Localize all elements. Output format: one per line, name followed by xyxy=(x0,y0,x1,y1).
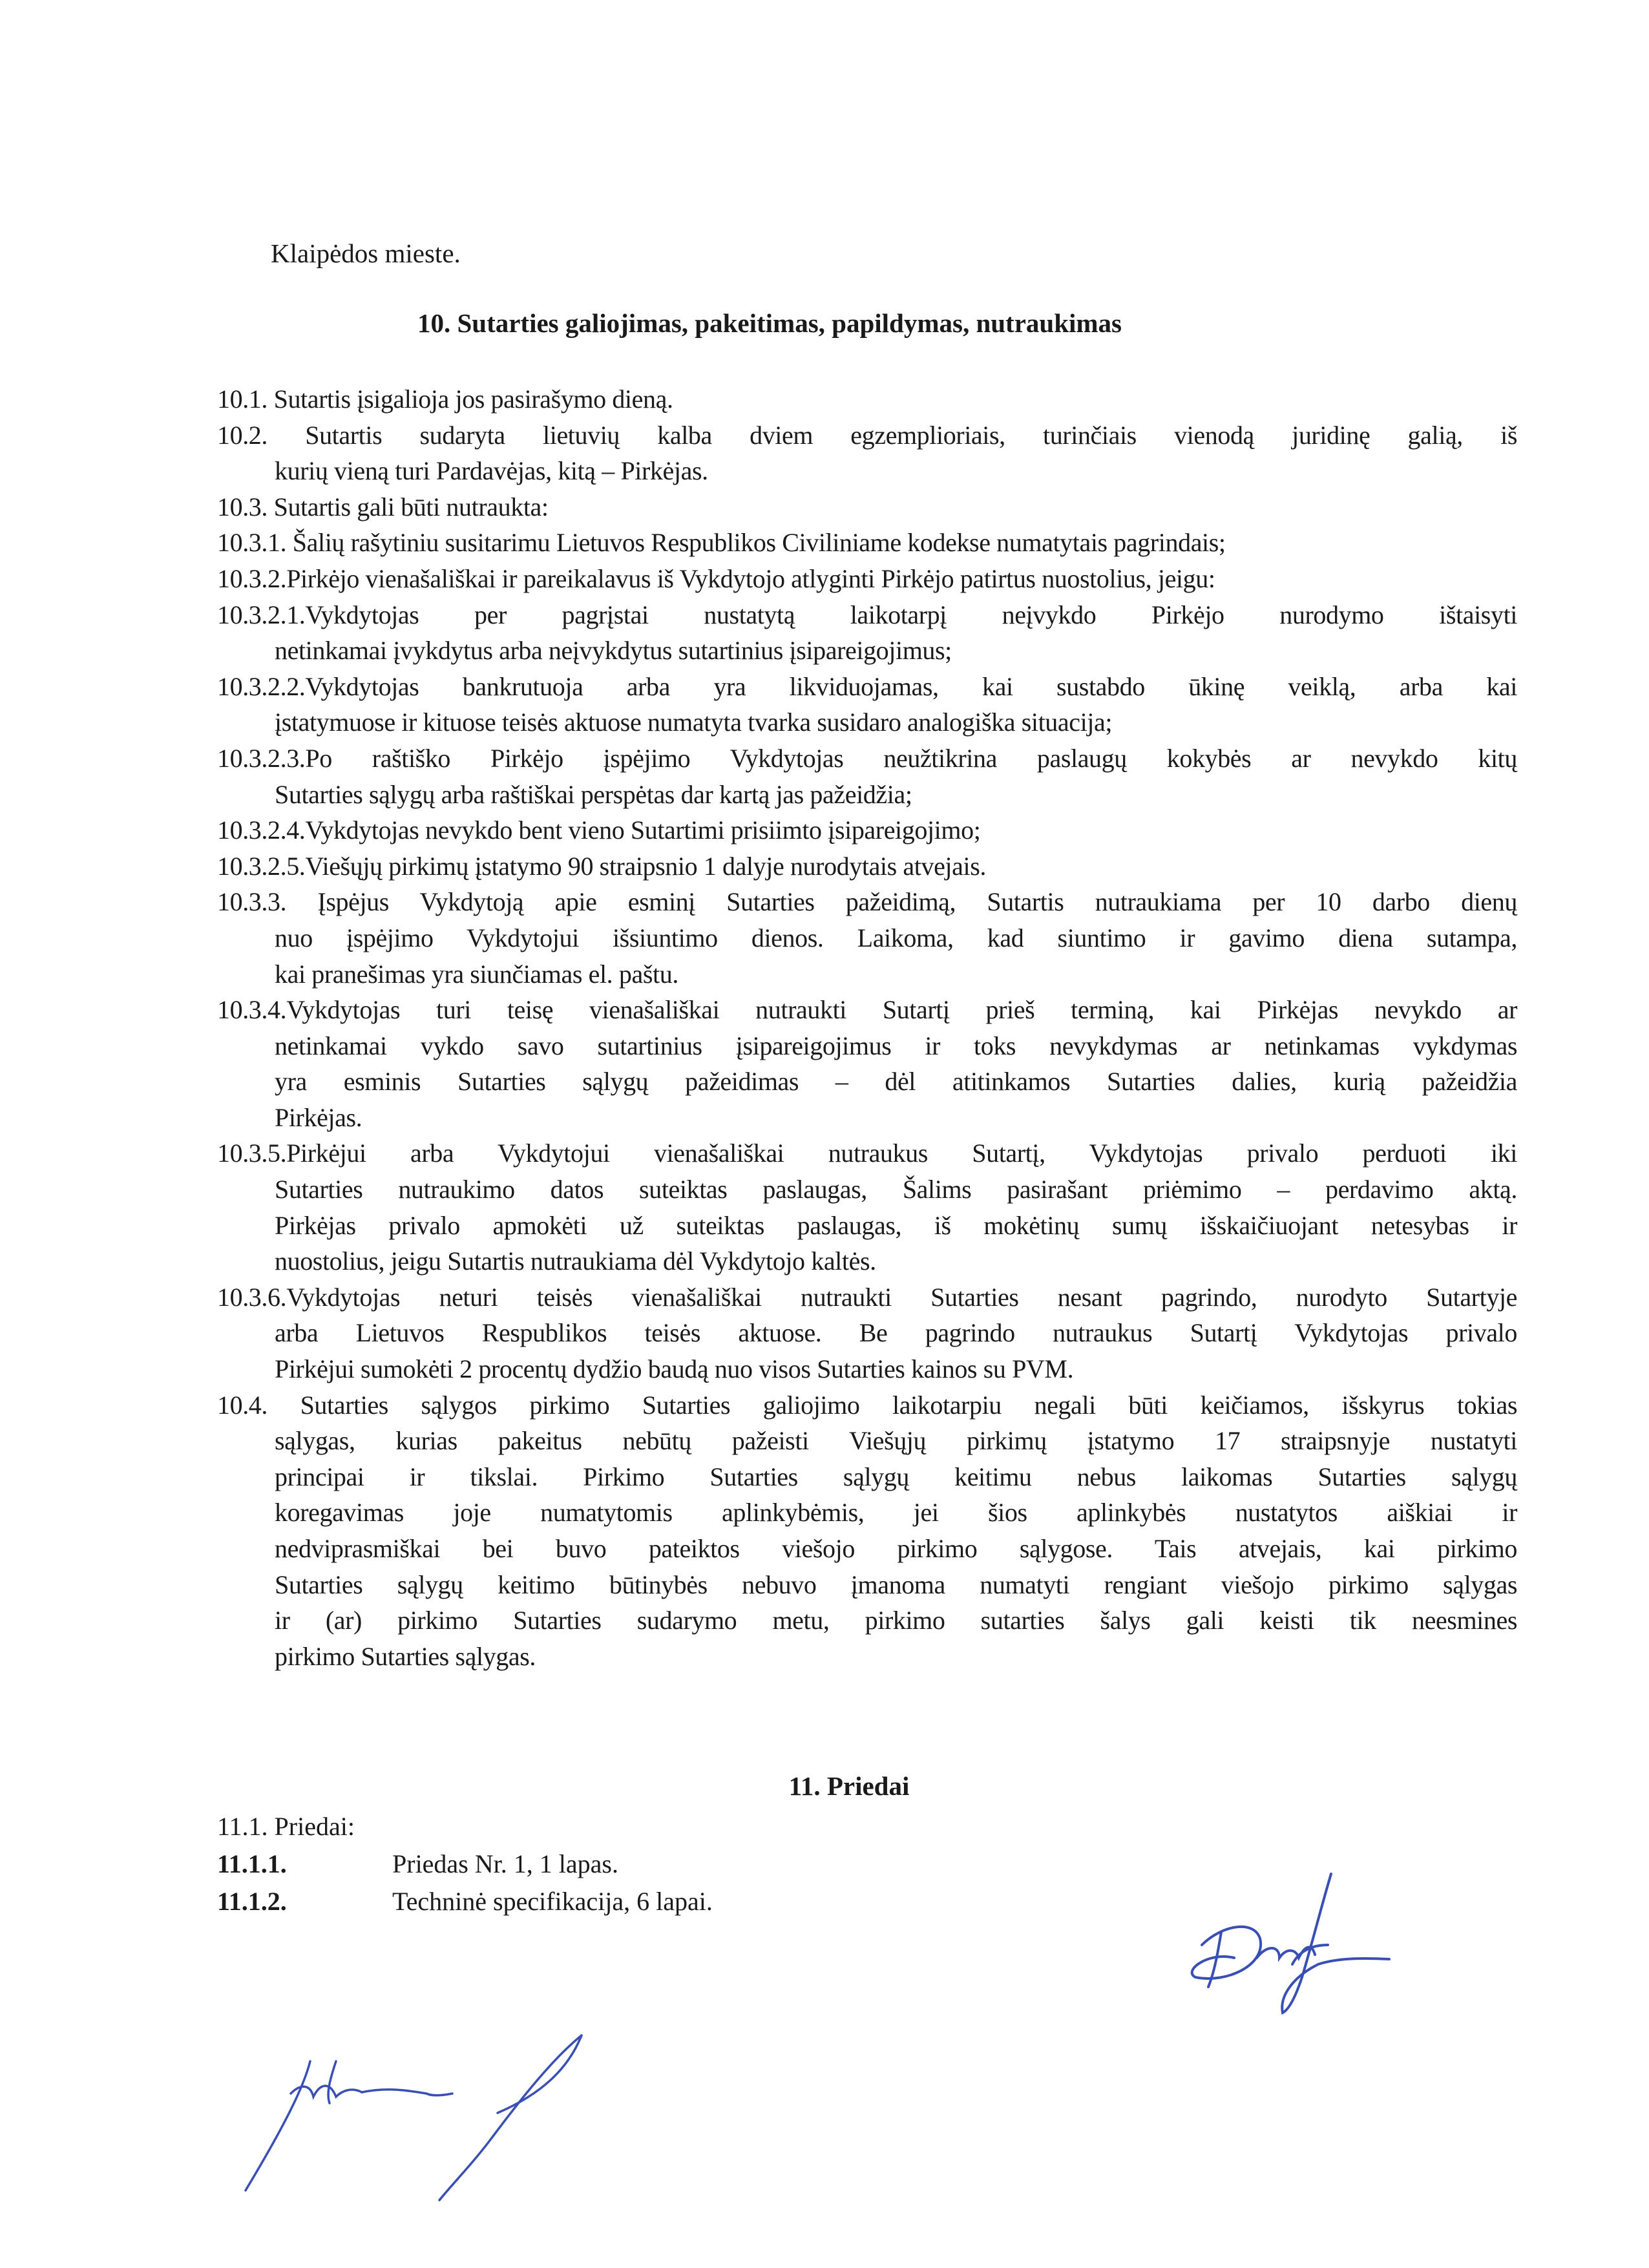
clause-line: Sutarties sąlygų keitimo būtinybės nebuvo įmanoma numatyti rengiant viešojo pirkimo sąlygas xyxy=(275,1570,1517,1599)
clause-line: 10.1. Sutartis įsigalioja jos pasirašymo dieną. xyxy=(217,384,673,414)
clause-line: 10.3.1. Šalių rašytiniu susitarimu Lietuvos Respublikos Civiliniame kodekse numatytais pagrindais; xyxy=(217,528,1226,558)
clause-line: nedviprasmiškai bei buvo pateiktos viešojo pirkimo sąlygose. Tais atvejais, kai pirkimo xyxy=(275,1534,1517,1563)
annex-number: 11.1.2. xyxy=(217,1887,287,1916)
clause-line: Pirkėjas privalo apmokėti už suteiktas paslaugas, iš mokėtinų sumų išskaičiuojant netesybas ir xyxy=(275,1210,1517,1240)
clause-line: pirkimo Sutarties sąlygas. xyxy=(275,1641,536,1671)
clause xyxy=(217,992,1517,1135)
clause xyxy=(217,1135,1517,1279)
clause-line: Pirkėjas. xyxy=(275,1102,362,1132)
clause xyxy=(217,381,1517,417)
signature-right xyxy=(1182,1867,1396,2022)
annex-text: Techninė specifikacija, 6 lapai. xyxy=(392,1887,713,1916)
clause-line: 10.3.5.Pirkėjui arba Vykdytojui vienašališkai nutraukus Sutartį, Vykdytojas privalo perduoti iki xyxy=(217,1139,1517,1168)
clause xyxy=(217,884,1517,992)
clause-line: 10.3.4.Vykdytojas turi teisę vienašališkai nutraukti Sutartį prieš terminą, kai Pirkėjas nevykdo ar xyxy=(217,995,1517,1025)
clause-line: kai pranešimas yra siunčiamas el. paštu. xyxy=(275,959,678,989)
clause-line: koregavimas joje numatytomis aplinkybėmis, jei šios aplinkybės nustatytos aiškiai ir xyxy=(275,1498,1517,1528)
clause-line: netinkamai vykdo savo sutartinius įsipareigojimus ir toks nevykdymas ar netinkamas vykdymas xyxy=(275,1031,1517,1060)
city-line: Klaipėdos mieste. xyxy=(271,238,461,268)
clause xyxy=(217,489,1517,525)
annex-text: Priedas Nr. 1, 1 lapas. xyxy=(392,1849,618,1878)
annex-list xyxy=(217,1808,713,1920)
clause-line: ir (ar) pirkimo Sutarties sudarymo metu, pirkimo sutarties šalys gali keisti tik neesmines xyxy=(275,1606,1517,1635)
section-11-heading: 11. Priedai xyxy=(788,1771,910,1801)
clause xyxy=(217,812,1517,848)
clause-line: 10.3.3. Įspėjus Vykdytoją apie esminį Sutarties pažeidimą, Sutartis nutraukiama per 10 darbo dienų xyxy=(217,887,1517,917)
clause-line: sąlygas, kurias pakeitus nebūtų pažeisti Viešųjų pirkimų įstatymo 17 straipsnyje nustatyti xyxy=(275,1426,1517,1456)
clause xyxy=(217,525,1517,561)
clause-line: 10.2. Sutartis sudaryta lietuvių kalba dviem egzemplioriais, turinčiais vienodą juridinę galią, iš xyxy=(217,420,1517,450)
clause xyxy=(217,417,1517,489)
clause-line: kurių vieną turi Pardavėjas, kitą – Pirkėjas. xyxy=(275,456,708,486)
clause-line: netinkamai įvykdytus arba neįvykdytus sutartinius įsipareigojimus; xyxy=(275,636,952,666)
clause-line: 10.4. Sutarties sąlygos pirkimo Sutarties galiojimo laikotarpiu negali būti keičiamos, išskyrus tokias xyxy=(217,1390,1517,1420)
clause-line: 10.3.2.Pirkėjo vienašališkai ir pareikalavus iš Vykdytojo atlyginti Pirkėjo patirtus nuostolius, jeigu: xyxy=(217,563,1215,593)
annex-item xyxy=(217,1883,713,1920)
clause-line: 10.3.2.4.Vykdytojas nevykdo bent vieno Sutartimi prisiimto įsipareigojimo; xyxy=(217,815,981,845)
clause xyxy=(217,669,1517,740)
clause-line: 10.3.2.5.Viešųjų pirkimų įstatymo 90 straipsnio 1 dalyje nurodytais atvejais. xyxy=(217,851,986,881)
clause-line: nuostolius, jeigu Sutartis nutraukiama dėl Vykdytojo kaltės. xyxy=(275,1246,876,1276)
clause-line: arba Lietuvos Respublikos teisės aktuose. Be pagrindo nutraukus Sutartį Vykdytojas privalo xyxy=(275,1318,1517,1348)
clause-line: 10.3.2.2.Vykdytojas bankrutuoja arba yra likviduojamas, kai sustabdo ūkinę veiklą, arba kai xyxy=(217,671,1517,701)
clause-line: principai ir tikslai. Pirkimo Sutarties sąlygų keitimu nebus laikomas Sutarties sąlygų xyxy=(275,1462,1517,1491)
section-10-heading: 10. Sutarties galiojimas, pakeitimas, papildymas, nutraukimas xyxy=(417,308,1122,338)
signature-left xyxy=(239,2022,601,2203)
section-10-body xyxy=(217,381,1517,1674)
annex-number: 11.1.1. xyxy=(217,1849,287,1878)
annex-item xyxy=(217,1845,713,1883)
clause xyxy=(217,1279,1517,1387)
annex-intro: 11.1. Priedai: xyxy=(217,1812,355,1841)
clause-line: Sutarties nutraukimo datos suteiktas paslaugas, Šalims pasirašant priėmimo – perdavimo aktą. xyxy=(275,1175,1517,1204)
clause-line: Sutarties sąlygų arba raštiškai perspėtas dar kartą jas pažeidžia; xyxy=(275,779,912,809)
clause-line: 10.3.2.1.Vykdytojas per pagrįstai nustatytą laikotarpį neįvykdo Pirkėjo nurodymo ištaisyti xyxy=(217,600,1517,629)
clause xyxy=(217,848,1517,885)
clause xyxy=(217,561,1517,597)
clause-line: nuo įspėjimo Vykdytojui išsiuntimo dienos. Laikoma, kad siuntimo ir gavimo diena sutampa, xyxy=(275,923,1517,952)
clause-line: įstatymuose ir kituose teisės aktuose numatyta tvarka susidaro analogiška situacija; xyxy=(275,708,1113,737)
clause xyxy=(217,597,1517,669)
clause xyxy=(217,1387,1517,1675)
clause-line: 10.3.2.3.Po raštiško Pirkėjo įspėjimo Vykdytojas neužtikrina paslaugų kokybės ar nevykdo kitų xyxy=(217,743,1517,773)
clause-line: 10.3.6.Vykdytojas neturi teisės vienašališkai nutraukti Sutarties nesant pagrindo, nurodyto Sutartyje xyxy=(217,1282,1517,1312)
clause-line: 10.3. Sutartis gali būti nutraukta: xyxy=(217,492,549,521)
clause-line: yra esminis Sutarties sąlygų pažeidimas – dėl atitinkamos Sutarties dalies, kurią pažeidžia xyxy=(275,1067,1517,1097)
clause-line: Pirkėjui sumokėti 2 procentų dydžio baudą nuo visos Sutarties kainos su PVM. xyxy=(275,1354,1074,1384)
clause xyxy=(217,740,1517,812)
